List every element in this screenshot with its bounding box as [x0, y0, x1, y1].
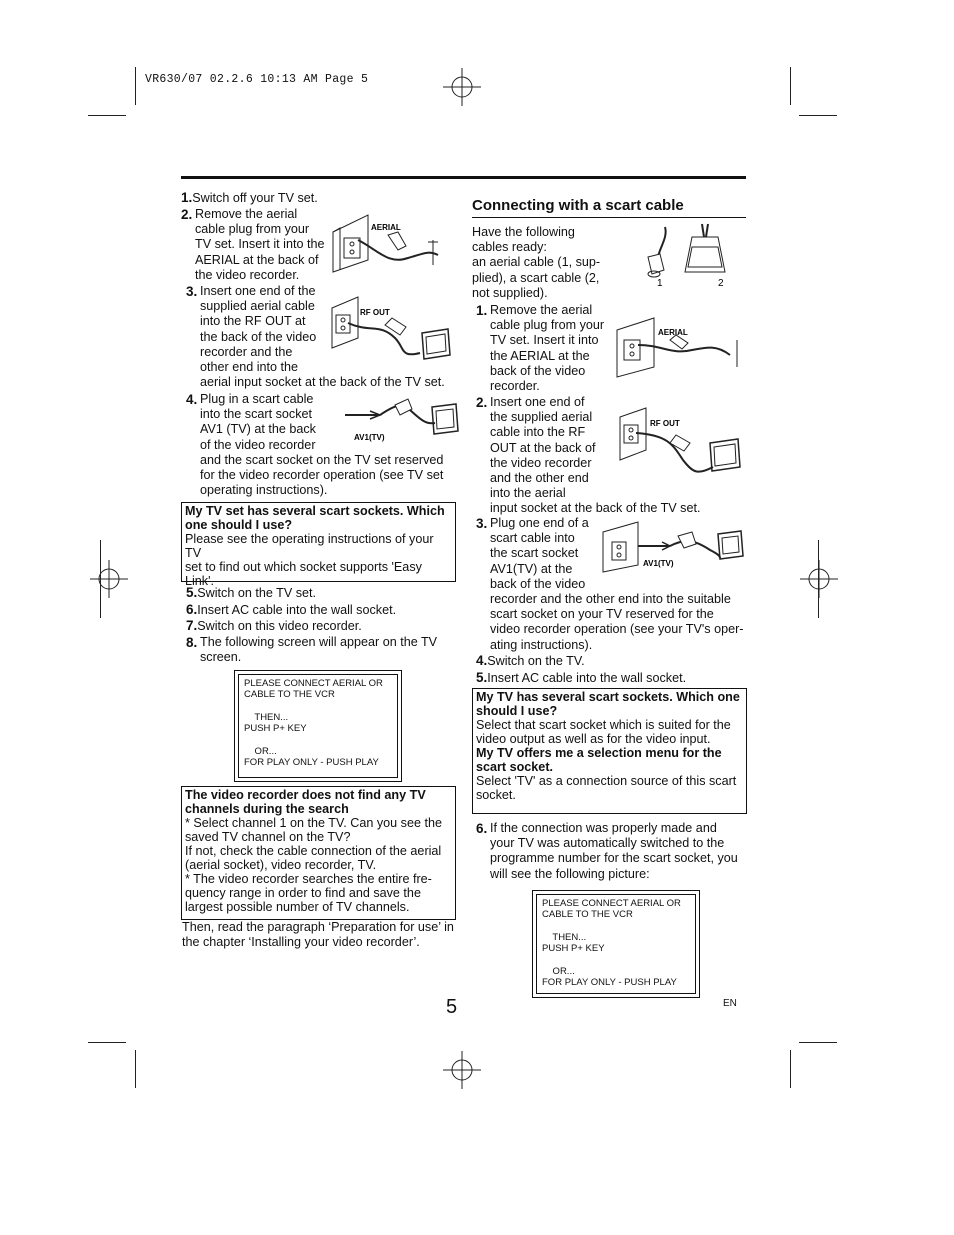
- left-step-3-number: 3.: [186, 284, 198, 299]
- section-heading: Connecting with a scart cable: [472, 197, 684, 214]
- rf-out-connection-diagram: [330, 293, 460, 368]
- tv-screen-message-right: PLEASE CONNECT AERIAL OR CABLE TO THE VCR THEN... PUSH P+ KEY OR... FOR PLAY ONLY - PUSH PLAY: [532, 890, 700, 998]
- left-step-8-text: The following screen will appear on the TV screen.: [200, 635, 438, 665]
- registration-mark-icon: [90, 560, 128, 598]
- crop-mark: [790, 1050, 791, 1088]
- crop-mark: [88, 115, 126, 116]
- crop-mark: [799, 1042, 837, 1043]
- right-rf-out-diagram: [618, 405, 748, 485]
- language-code: EN: [723, 998, 737, 1009]
- top-rule: [181, 176, 746, 179]
- right-step-6-number: 6.: [476, 821, 488, 836]
- cable-1-label: 1: [657, 278, 663, 289]
- left-step-5: 5.Switch on the TV set.: [186, 585, 317, 600]
- right-intro: Have the following cables ready: an aerial cable (1, sup- plied), a scart cable (2, not supplied).: [472, 225, 601, 300]
- tv-screen-message: PLEASE CONNECT AERIAL OR CABLE TO THE VCR THEN... PUSH P+ KEY OR... FOR PLAY ONLY - PUSH PLAY: [234, 670, 402, 782]
- right-scart-diagram: [600, 520, 745, 575]
- tip-box-scart-sockets: My TV set has several scart sockets. Which one should I use? Please see the operating instructions of your TV set to find out which socket supports 'Easy Link'.: [181, 502, 456, 582]
- crop-mark: [88, 1042, 126, 1043]
- left-step-2-text: Remove the aerial cable plug from your TV set. Insert it into the AERIAL at the back of the video recorder.: [195, 207, 325, 282]
- crop-mark: [135, 1050, 136, 1088]
- left-step-4-number: 4.: [186, 392, 198, 407]
- left-step-8-number: 8.: [186, 635, 198, 650]
- registration-mark-icon: [443, 68, 481, 106]
- right-rf-out-label: RF OUT: [650, 419, 680, 428]
- crop-mark: [799, 115, 837, 116]
- right-step-5: 5.Insert AC cable into the wall socket.: [476, 670, 687, 685]
- registration-mark-icon: [443, 1051, 481, 1089]
- cables-illustration: [630, 222, 740, 292]
- tip-box-scart-selection: My TV has several scart sockets. Which one should I use? Select that scart socket which is suited for the video output as well as for the video input. My TV offers me a selection menu for the scart socket. Select 'TV' as a connection source of this scart socket.: [472, 688, 747, 814]
- left-step-2-number: 2.: [181, 207, 193, 222]
- right-step-4: 4.Switch on the TV.: [476, 653, 585, 668]
- av1-label: AV1(TV): [354, 433, 385, 442]
- left-step-7: 7.Switch on this video recorder.: [186, 618, 362, 633]
- right-aerial-label: AERIAL: [658, 328, 688, 337]
- crop-mark: [100, 540, 101, 618]
- print-slug: VR630/07 02.2.6 10:13 AM Page 5: [145, 73, 369, 86]
- aerial-label: AERIAL: [371, 223, 401, 232]
- scart-connection-diagram: [340, 395, 460, 450]
- right-aerial-diagram: [612, 315, 747, 380]
- right-step-6-text: If the connection was properly made and your TV was automatically switched to the programme number for the scart socket, you will see the following picture:: [490, 821, 738, 881]
- rf-out-label: RF OUT: [360, 308, 390, 317]
- page-number: 5: [446, 996, 458, 1018]
- left-step-3-text: Insert one end of the supplied aerial cable into the RF OUT at the back of the video recorder and the other end into the aerial input socket at the back of the TV set.: [200, 284, 445, 390]
- left-step-6: 6.Insert AC cable into the wall socket.: [186, 602, 397, 617]
- aerial-connection-diagram: [328, 210, 453, 285]
- left-footer-note: Then, read the paragraph ‘Preparation for use’ in the chapter ‘Installing your video recorder’.: [182, 920, 454, 950]
- right-step-2-number: 2.: [476, 395, 488, 410]
- right-step-1-text: Remove the aerial cable plug from your TV set. Insert it into the AERIAL at the back of the video recorder.: [490, 303, 605, 394]
- crop-mark: [818, 540, 819, 618]
- right-step-1-number: 1.: [476, 303, 488, 318]
- heading-rule: [472, 217, 746, 218]
- left-step-4-text: Plug in a scart cable into the scart socket AV1 (TV) at the back of the video recorder and the scart socket on the TV set reserved for the video recorder operation (see TV set operating instructions).: [200, 392, 444, 498]
- crop-mark: [135, 67, 136, 105]
- crop-mark: [790, 67, 791, 105]
- right-step-3-number: 3.: [476, 516, 488, 531]
- right-av1-label: AV1(TV): [643, 559, 674, 568]
- registration-mark-icon: [800, 560, 838, 598]
- right-step-3-text: Plug one end of a scart cable into the scart socket AV1(TV) at the back of the video recorder and the other end into the suitable scart socket on your TV reserved for the video recorder operation (see your TV's oper- ating instructions).: [490, 516, 744, 652]
- left-step-1: 1.Switch off your TV set.: [181, 190, 318, 205]
- right-step-2-text: Insert one end of the supplied aerial cable into the RF OUT at the back of the video recorder and the other end into the aerial input socket at the back of the TV set.: [490, 395, 701, 516]
- cable-2-label: 2: [718, 278, 724, 289]
- tip-box-no-channels: The video recorder does not find any TV channels during the search * Select channel 1 on the TV. Can you see the saved TV channel on the TV? If not, check the cable connection of the aerial (aerial socket), video recorder, TV. * The video recorder searches the entire fre- quency range in order to find and save the largest possible number of TV channels.: [181, 786, 456, 920]
